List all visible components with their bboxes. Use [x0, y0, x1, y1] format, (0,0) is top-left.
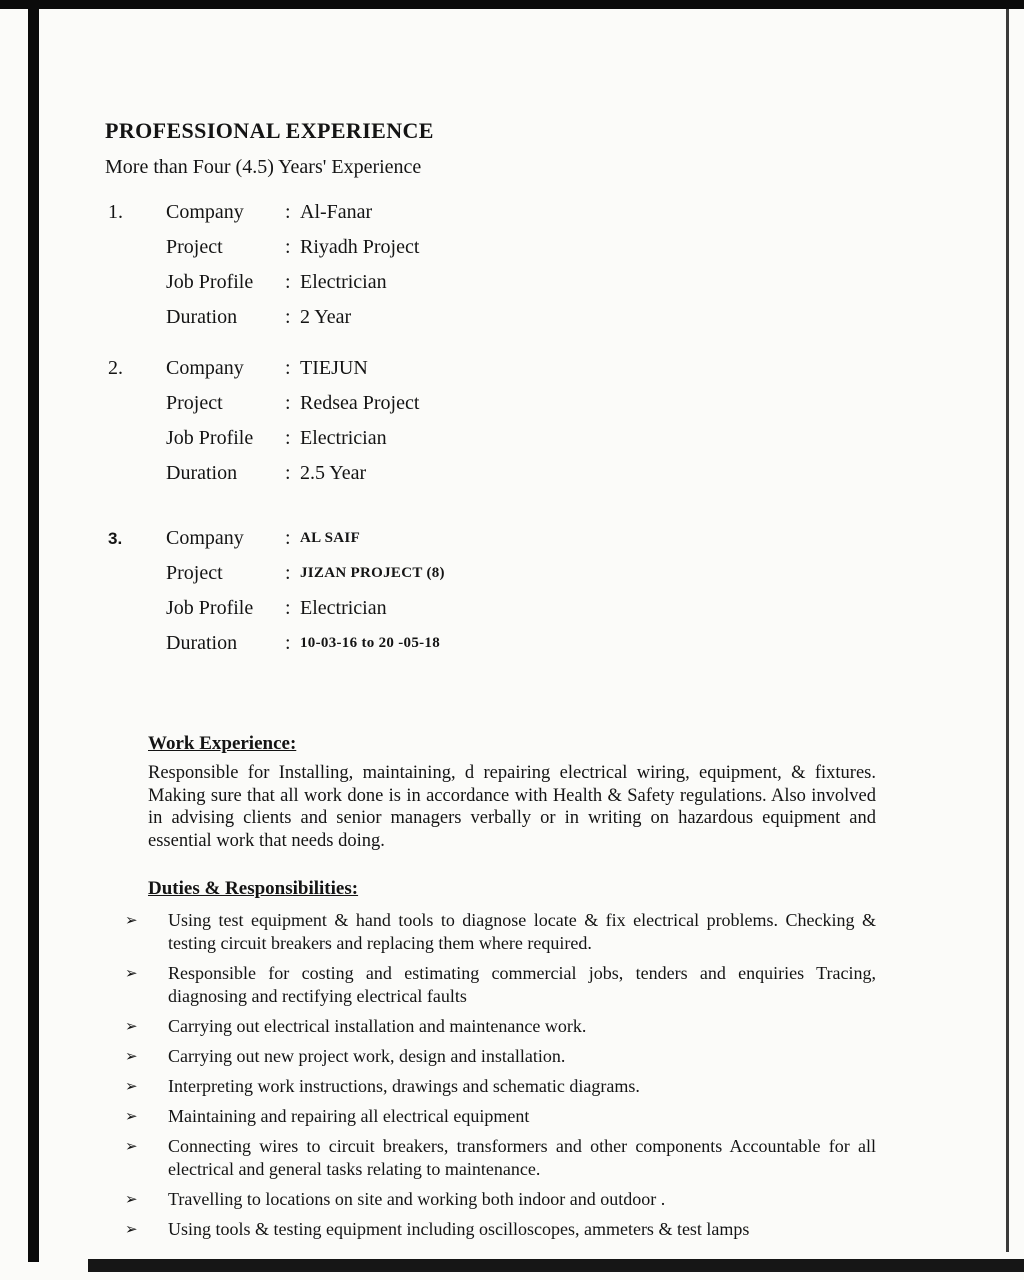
duty-text: Using test equipment & hand tools to diagnose locate & fix electrical problems. Checking & testing circuit breakers and replacing them where required. — [168, 910, 876, 953]
duty-text: Carrying out electrical installation and maintenance work. — [168, 1016, 587, 1036]
arrow-bullet-icon: ➢ — [125, 1107, 138, 1125]
field-value: Electrician — [300, 427, 387, 449]
duty-text: Carrying out new project work, design and installation. — [168, 1046, 566, 1066]
duty-item — [125, 1135, 876, 1181]
field-value: Redsea Project — [300, 392, 420, 414]
field-colon: : — [285, 462, 291, 484]
field-colon: : — [285, 236, 291, 258]
duty-text: Responsible for costing and estimating commercial jobs, tenders and enquiries Tracing, diagnosing and rectifying electrical faults — [168, 963, 876, 1006]
experience-entry — [108, 195, 1024, 335]
work-experience-body: Responsible for Installing, maintaining, d repairing electrical wiring, equipment, & fixtures. Making sure that all work done is in accordance with Health & Safety regulations. Also involved in advising clients and senior managers verbally or in writing on hazardous equipment and essential work that needs doing. — [148, 763, 876, 851]
experience-field-row — [166, 265, 1024, 300]
duty-text: Travelling to locations on site and working both indoor and outdoor . — [168, 1189, 666, 1209]
field-label: Duration — [166, 462, 238, 484]
field-label: Company — [166, 201, 244, 223]
field-colon: : — [285, 357, 291, 379]
field-value: Al-Fanar — [300, 201, 373, 223]
page-title: PROFESSIONAL EXPERIENCE — [105, 118, 434, 143]
arrow-bullet-icon: ➢ — [125, 1077, 138, 1095]
duty-item — [125, 1188, 876, 1211]
duty-item — [125, 1045, 876, 1068]
field-colon: : — [285, 597, 291, 619]
arrow-bullet-icon: ➢ — [125, 1190, 138, 1208]
duty-item — [125, 1015, 876, 1038]
experience-number: 1. — [108, 201, 123, 223]
experience-fields — [166, 351, 1024, 491]
field-colon: : — [285, 632, 291, 654]
field-colon: : — [285, 427, 291, 449]
duty-text: Using tools & testing equipment including oscilloscopes, ammeters & test lamps — [168, 1219, 750, 1239]
experience-fields — [166, 195, 1024, 335]
field-label: Project — [166, 236, 223, 258]
field-label: Company — [166, 357, 244, 379]
field-colon: : — [285, 201, 291, 223]
field-label: Project — [166, 562, 223, 584]
field-label: Job Profile — [166, 597, 254, 619]
arrow-bullet-icon: ➢ — [125, 1047, 138, 1065]
arrow-bullet-icon: ➢ — [125, 911, 138, 929]
duty-text: Interpreting work instructions, drawings and schematic diagrams. — [168, 1076, 640, 1096]
duty-item — [125, 1218, 876, 1241]
field-colon: : — [285, 392, 291, 414]
field-label: Duration — [166, 306, 238, 328]
experience-entry — [108, 351, 1024, 491]
experience-field-row — [166, 591, 1024, 626]
duties-heading: Duties & Responsibilities: — [148, 878, 359, 899]
field-value: 2 Year — [300, 306, 352, 328]
experience-field-row — [166, 421, 1024, 456]
duty-item — [125, 1105, 876, 1128]
field-value: Electrician — [300, 271, 387, 293]
arrow-bullet-icon: ➢ — [125, 964, 138, 982]
page-subtitle: More than Four (4.5) Years' Experience — [105, 156, 422, 178]
duty-item — [125, 962, 876, 1008]
arrow-bullet-icon: ➢ — [125, 1017, 138, 1035]
arrow-bullet-icon: ➢ — [125, 1137, 138, 1155]
field-colon: : — [285, 562, 291, 584]
experience-field-row — [166, 456, 1024, 491]
duties-list — [125, 909, 876, 1241]
work-experience-section — [148, 733, 876, 852]
experience-field-row — [166, 300, 1024, 335]
field-value: AL SAIF — [300, 530, 361, 546]
duty-item — [125, 909, 876, 955]
field-value: Riyadh Project — [300, 236, 420, 258]
field-value: Electrician — [300, 597, 387, 619]
experience-field-row — [166, 556, 1024, 591]
arrow-bullet-icon: ➢ — [125, 1220, 138, 1238]
experience-number: 2. — [108, 357, 123, 379]
experience-field-row — [166, 626, 1024, 661]
experience-field-row — [166, 195, 1024, 230]
experience-number: 3. — [108, 529, 123, 548]
experience-list — [0, 195, 1024, 661]
field-label: Job Profile — [166, 427, 254, 449]
field-value: JIZAN PROJECT (8) — [300, 565, 445, 581]
duty-text: Maintaining and repairing all electrical equipment — [168, 1106, 530, 1126]
field-label: Duration — [166, 632, 238, 654]
field-label: Project — [166, 392, 223, 414]
experience-field-row — [166, 230, 1024, 265]
duty-text: Connecting wires to circuit breakers, transformers and other components Accountable for all electrical and general tasks relating to maintenance. — [168, 1136, 876, 1179]
experience-entry — [108, 521, 1024, 661]
duties-section — [125, 878, 876, 1241]
experience-field-row — [166, 521, 1024, 556]
experience-field-row — [166, 386, 1024, 421]
field-value: 10-03-16 to 20 -05-18 — [300, 635, 441, 651]
field-colon: : — [285, 271, 291, 293]
experience-field-row — [166, 351, 1024, 386]
field-label: Job Profile — [166, 271, 254, 293]
field-colon: : — [285, 527, 291, 549]
experience-fields — [166, 521, 1024, 661]
field-value: 2.5 Year — [300, 462, 367, 484]
work-experience-heading: Work Experience: — [148, 733, 297, 754]
field-value: TIEJUN — [300, 357, 368, 379]
field-label: Company — [166, 527, 244, 549]
duty-item — [125, 1075, 876, 1098]
field-colon: : — [285, 306, 291, 328]
